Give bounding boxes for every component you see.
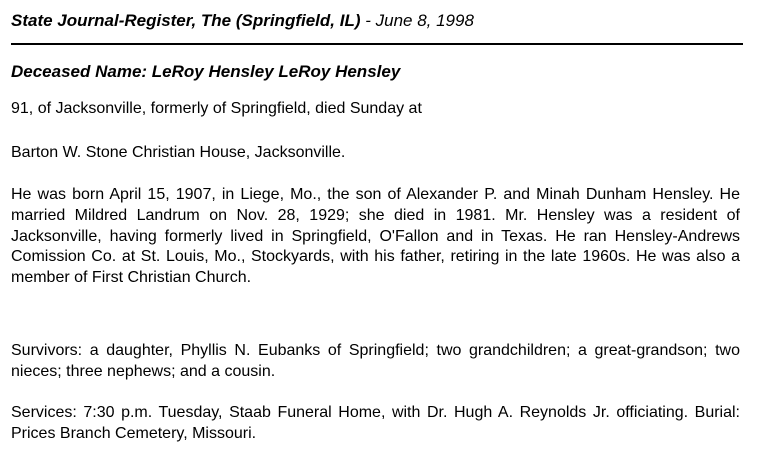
obituary-paragraph-intro: 91, of Jacksonville, formerly of Springfield, died Sunday at xyxy=(11,100,422,117)
obituary-paragraph-biography: He was born April 15, 1907, in Liege, Mo., the son of Alexander P. and Minah Dunham Hensley. He married Mildred Landrum on Nov. 28, 1929; she died in 1981. Mr. Hensley was a resident of Jacksonville, having formerly lived in Springfield, O'Fallon and in Texas. He ran Hensley-Andrews Comission Co. at St. Louis, Mo., Stockyards, with his father, retiring in the late 1960s. He was also a member of First Christian Church. xyxy=(11,186,740,287)
deceased-name-heading: Deceased Name: LeRoy Hensley LeRoy Hensley xyxy=(11,62,401,81)
publication-source: State Journal-Register, The (Springfield, IL) xyxy=(11,11,361,30)
obituary-paragraph-location: Barton W. Stone Christian House, Jacksonville. xyxy=(11,144,346,161)
obituary-paragraph-survivors: Survivors: a daughter, Phyllis N. Eubanks of Springfield; two grandchildren; a great-grandson; two nieces; three nephews; and a cousin. xyxy=(11,342,740,380)
publication-header xyxy=(11,11,474,31)
header-separator: - xyxy=(360,11,376,30)
header-divider xyxy=(11,43,743,45)
publication-date: June 8, 1998 xyxy=(375,11,474,30)
obituary-paragraph-services: Services: 7:30 p.m. Tuesday, Staab Funeral Home, with Dr. Hugh A. Reynolds Jr. officiating. Burial: Prices Branch Cemetery, Missouri. xyxy=(11,404,740,442)
